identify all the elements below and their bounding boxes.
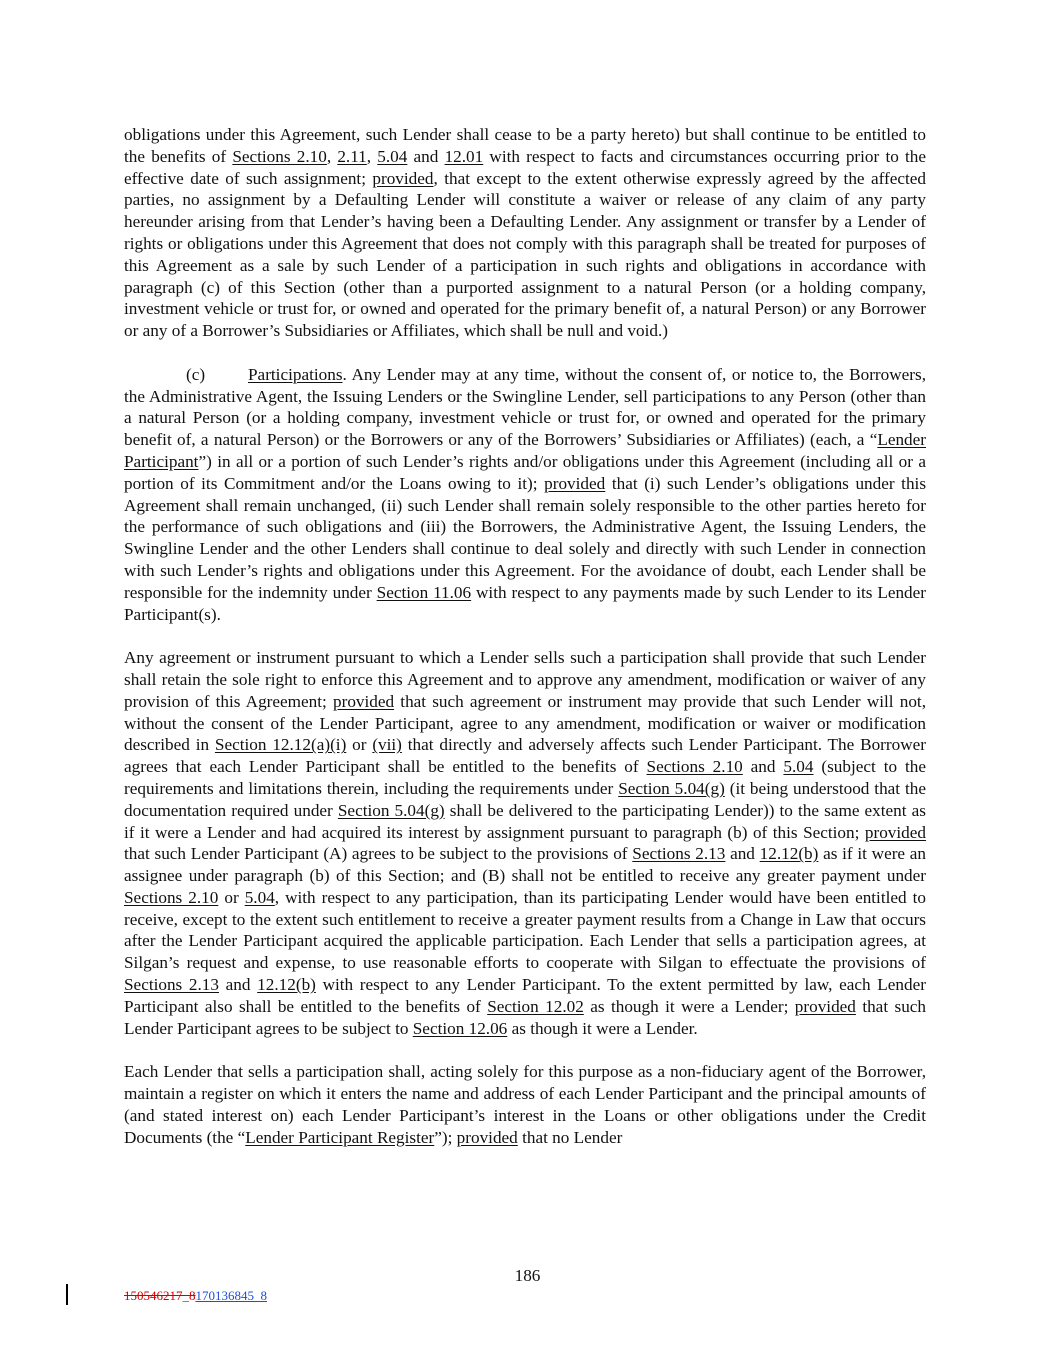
defined-term: Lender Participant Register: [245, 1127, 435, 1147]
document-id: [124, 1288, 267, 1304]
section-reference: Section 11.06: [376, 582, 472, 602]
text: Any agreement or instrument pursuant to which a Lender sells such a participation shall provide that such Lender shall retain the sole right to enforce this Agreement and to approve any amendment, modification or waiver of any provision of this Agreement;: [124, 648, 926, 711]
text: with respect to facts and circumstances occurring prior to the effective date of such assignment;: [124, 146, 926, 188]
text: , that except to the extent otherwise expressly agreed by the affected parties, no assignment by a Defaulting Lender will constitute a waiver or release of any claim of any party hereunder arising from that Lender’s having been a Defaulting Lender. Any assignment or transfer by a Lender of rights or obligations under this Agreement that does not comply with this paragraph shall be treated for purposes of this Agreement as a sale by such Lender of a participation in such rights and obligations in accordance with paragraph (c) of this Section (other than a purported assignment to a natural Person (or a holding company, investment vehicle or trust for, or owned and operated for the primary benefit of, a natural Person) or any Borrower or any of a Borrower’s Subsidiaries or Affiliates, which shall be null and void.): [124, 168, 926, 341]
provided-term: provided: [333, 691, 395, 711]
text: and: [742, 757, 784, 777]
text: or: [346, 735, 373, 755]
text: with respect to any Lender Participant. To the extent permitted by law, each Lender Participant also shall be entitled to the benefits of: [124, 975, 926, 1016]
section-reference: 5.04: [244, 887, 275, 907]
section-reference: 12.01: [444, 146, 484, 166]
text: and: [725, 844, 760, 864]
paragraph-assignment-continued: [124, 124, 926, 342]
clause-label: (c): [186, 364, 206, 384]
text: that such agreement or instrument may provide that such Lender will not, without the consent of the Lender Participant, agree to any amendment, modification or waiver or modification described in: [124, 691, 927, 755]
paragraph-participant-register: [124, 1061, 926, 1148]
text: ,: [326, 146, 338, 166]
section-reference: 5.04: [783, 757, 814, 777]
provided-term: provided: [794, 996, 856, 1016]
text: . Any Lender may at any time, without the consent of, or notice to, the Borrowers, the Administrative Agent, the Issuing Lenders or the Swingline Lender, sell participations to any Person (other than a natural Person (or a holding company, investment vehicle or trust for, or owned and operated for the primary benefit of, a natural Person) or the Borrowers or any of the Borrowers’ Subsidiaries or Affiliates) (each, a “: [124, 364, 926, 450]
section-reference: 12.12(b): [759, 844, 819, 864]
deleted-document-id: 150546217_8: [124, 1288, 196, 1303]
section-reference: 2.11: [337, 146, 367, 166]
paragraph-participations: [124, 364, 926, 626]
section-reference: Sections 2.13: [632, 844, 726, 864]
text: and: [219, 975, 258, 995]
section-reference: Sections 2.10: [646, 757, 743, 777]
text: that no Lender: [517, 1127, 623, 1147]
document-page: [124, 124, 926, 1148]
text: shall be delivered to the participating Lender)) to the same extent as if it were a Lender and had acquired its interest by assignment pursuant to paragraph (b) of this Section;: [124, 800, 926, 842]
section-reference: 5.04: [377, 146, 408, 166]
provided-term: provided: [544, 473, 606, 493]
text: as though it were a Lender;: [583, 996, 795, 1016]
change-bar: [66, 1284, 68, 1305]
defined-term: Lender Participant: [124, 430, 926, 471]
text: or: [218, 887, 245, 907]
text: (subject to the requirements and limitations therein, including the requirements under: [124, 757, 926, 798]
paragraph-participation-agreement: [124, 647, 926, 1039]
section-reference: Section 12.02: [487, 996, 584, 1016]
text: and: [407, 146, 445, 166]
text: with respect to any payments made by such Lender to its Lender Participant(s).: [124, 582, 926, 624]
text: as if it were an assignee under paragraph (b) of this Section; and (B) shall not be entitled to receive any greater payment under: [124, 844, 927, 886]
text: , with respect to any participation, than its participating Lender would have been entitled to receive, except to the extent such entitlement to receive a greater payment results from a Change in Law that occurs after the Lender Participant acquired the applicable participation. Each Lender that sells a participation agrees, at Silgan’s request and expense, to use reasonable efforts to cooperate with Silgan to effectuate the provisions of: [124, 887, 926, 973]
section-reference: Section 5.04(g): [337, 800, 445, 820]
section-reference: Section 5.04(g): [618, 778, 725, 798]
clause-heading: Participations: [248, 364, 343, 384]
section-reference: (vii): [372, 735, 402, 755]
section-reference: Sections 2.13: [124, 975, 219, 995]
text: that directly and adversely affects such Lender Participant. The Borrower agrees that each Lender Participant shall be entitled to the benefits of: [124, 735, 926, 777]
text: that (i) such Lender’s obligations under this Agreement shall remain unchanged, (ii) such Lender shall remain solely responsible to the other parties hereto for the performance of such obligations and (iii) the Borrowers, the Administrative Agent, the Issuing Lenders, the Swingline Lender and the other Lenders shall continue to deal solely and directly with such Lender in connection with such Lender’s rights and obligations under this Agreement. For the avoidance of doubt, each Lender shall be responsible for the indemnity under: [124, 473, 927, 602]
inserted-document-id: 170136845_8: [195, 1288, 267, 1303]
text: that such Lender Participant agrees to be subject to: [124, 996, 927, 1038]
provided-term: provided: [372, 168, 434, 188]
section-reference: Sections 2.10: [232, 146, 327, 166]
provided-term: provided: [456, 1127, 518, 1147]
text: ”);: [434, 1127, 457, 1147]
provided-term: provided: [864, 822, 926, 842]
section-reference: Section 12.12(a)(i): [214, 735, 347, 755]
text: as though it were a Lender.: [507, 1018, 698, 1038]
section-reference: Sections 2.10: [124, 887, 219, 907]
section-reference: Section 12.06: [412, 1018, 508, 1038]
text: (it being understood that the documentation required under: [124, 778, 926, 820]
text: ”) in all or a portion of such Lender’s rights and/or obligations under this Agreement (including all or a portion of its Commitment and/or the Loans owing to it);: [124, 451, 926, 493]
page-number: 186: [514, 1266, 541, 1285]
text: ,: [366, 146, 378, 166]
text: that such Lender Participant (A) agrees to be subject to the provisions of: [124, 844, 633, 864]
section-reference: 12.12(b): [257, 975, 316, 995]
text: obligations under this Agreement, such Lender shall cease to be a party hereto) but shall continue to be entitled to the benefits of: [124, 125, 926, 166]
text: Each Lender that sells a participation shall, acting solely for this purpose as a non-fiduciary agent of the Borrower, maintain a register on which it enters the name and address of each Lender Participant and the principal amounts of (and stated interest on) each Lender Participant’s interest in the Loans or other obligations under the Credit Documents (the “: [124, 1062, 926, 1147]
clause-label-wrapper: [124, 364, 248, 386]
